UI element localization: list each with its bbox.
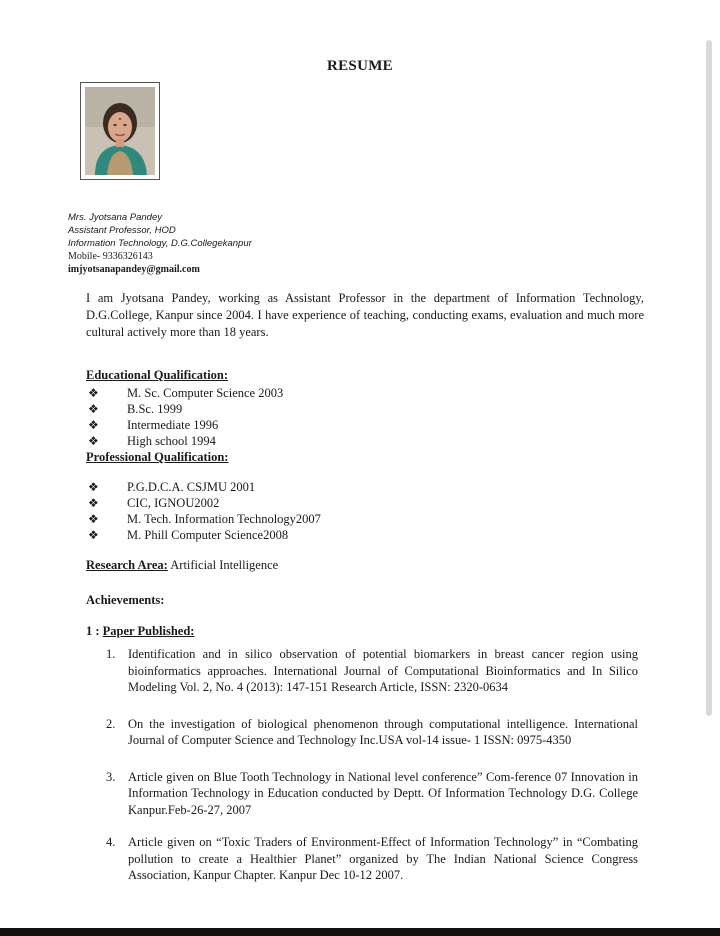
list-item: 4. Article given on “Toxic Traders of Environment-Effect of Information Technology” in “Combating pollution to create a Healthier Planet” organized by The Indian National Science Congress Association, Kanpur Chapter. Kanpur Dec 10-12 2007.: [106, 835, 638, 882]
list-item: ❖ M. Sc. Computer Science 2003: [88, 386, 284, 400]
contact-mobile: Mobile- 9336326143: [68, 251, 153, 262]
research-heading: Research Area:: [86, 558, 168, 572]
bottom-bar: [0, 928, 720, 936]
contact-name: Mrs. Jyotsana Pandey: [68, 212, 162, 223]
papers-title: Paper Published:: [102, 624, 195, 638]
list-item: ❖ High school 1994: [88, 434, 216, 448]
list-item: 3. Article given on Blue Tooth Technology in National level conference” Com-ference 07 Innovation in Information Technology in Education conducted by Deptt. Of Information Technology D.G. College Kanpur.Feb-26-27, 2007: [106, 769, 638, 817]
papers-number: 1 :: [86, 624, 100, 638]
list-item: 2. On the investigation of biological phenomenon through computational intelligence. International Journal of Computer Science and Technology Inc.USA vol-14 issue- 1 ISSN: 0975-4350: [106, 716, 638, 747]
achievements-heading: Achievements:: [86, 593, 165, 607]
professional-list: [86, 479, 321, 543]
list-item: ❖ B.Sc. 1999: [88, 402, 183, 416]
papers-list: [86, 646, 638, 884]
contact-position: Assistant Professor, HOD: [68, 225, 176, 236]
education-list: [86, 385, 283, 449]
research-area: [86, 558, 278, 573]
bullet-diamond-icon: ❖: [88, 402, 99, 416]
bullet-diamond-icon: ❖: [88, 512, 99, 526]
contact-email: imjyotsanapandey@gmail.com: [68, 264, 200, 275]
bullet-diamond-icon: ❖: [88, 434, 99, 448]
list-item: ❖ M. Tech. Information Technology2007: [88, 512, 321, 526]
page-title: RESUME: [327, 58, 393, 74]
list-item: ❖ Intermediate 1996: [88, 418, 219, 432]
research-value: Artificial Intelligence: [170, 558, 279, 572]
professional-heading: Professional Qualification:: [86, 450, 229, 464]
bullet-diamond-icon: ❖: [88, 528, 99, 542]
list-item: 1. Identification and in silico observation of potential biomarkers in breast cancer region using bioinformatics approaches. International Journal of Computational Bioinformatics and In Silico Modeling Vol. 2, No. 4 (2013): 147-151 Research Article, ISSN: 2320-0634: [106, 647, 638, 694]
bullet-diamond-icon: ❖: [88, 480, 99, 494]
list-item: ❖ M. Phill Computer Science2008: [88, 528, 289, 542]
profile-photo: [80, 82, 160, 180]
intro-paragraph: I am Jyotsana Pandey, working as Assistant Professor in the department of Information Technology, D.G.College, Kanpur since 2004. I have experience of teaching, conducting exams, evaluation and much more cultural actively more than 18 years.: [86, 291, 644, 339]
contact-department: Information Technology, D.G.Collegekanpur: [68, 238, 252, 249]
bullet-diamond-icon: ❖: [88, 496, 99, 510]
profile-photo-image: [85, 87, 155, 175]
bullet-diamond-icon: ❖: [88, 386, 99, 400]
papers-heading: [86, 624, 194, 639]
contact-block: [68, 211, 252, 276]
bullet-diamond-icon: ❖: [88, 418, 99, 432]
education-heading: Educational Qualification:: [86, 368, 229, 382]
list-item: ❖ CIC, IGNOU2002: [88, 496, 220, 510]
list-item: ❖ P.G.D.C.A. CSJMU 2001: [88, 480, 256, 494]
scrollbar[interactable]: [706, 40, 712, 716]
